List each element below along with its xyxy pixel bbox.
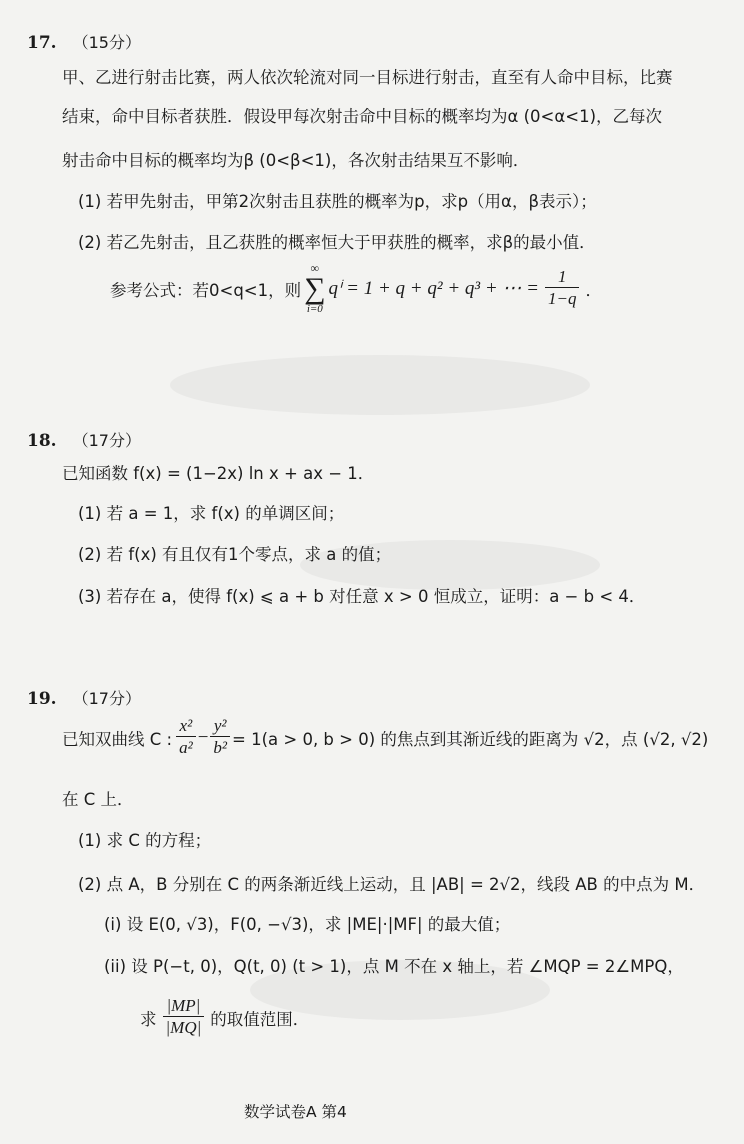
q18-part1: (1) 若 a = 1，求 f(x) 的单调区间； — [78, 504, 345, 523]
x-fraction-denominator: a² — [179, 738, 193, 757]
scan-smudge — [170, 355, 590, 415]
q19-ask-line — [140, 996, 309, 1039]
summation — [304, 262, 325, 315]
q18-part3: (3) 若存在 a，使得 f(x) ⩽ a + b 对任意 x > 0 恒成立，证明：a − b < 4． — [78, 587, 646, 606]
page-footer: 数学试卷A 第4 — [244, 1103, 347, 1121]
x-squared-fraction — [176, 716, 196, 759]
q17-part2: (2) 若乙先射击，且乙获胜的概率恒大于甲获胜的概率，求β的最小值． — [78, 233, 596, 252]
ratio-fraction — [163, 996, 205, 1039]
q18-part2: (2) 若 f(x) 有且仅有1个零点，求 a 的值； — [78, 545, 392, 564]
ask-prefix: 求 — [140, 1009, 157, 1029]
q19-part2-ii: (ii) 设 P(−t, 0)，Q(t, 0) (t > 1)，点 M 不在 x 轴上，若 ∠MQP = 2∠MPQ， — [104, 957, 684, 976]
q17-number: 17. — [27, 33, 57, 53]
formula-series: qⁱ = 1 + q + q² + q³ + ⋯ = — [328, 278, 539, 299]
q19-stem-prefix: 已知双曲线 C : — [62, 729, 173, 749]
q19-stem-line2: 在 C 上． — [62, 790, 134, 809]
q17-stem-line3: 射击命中目标的概率均为β (0<β<1)，各次射击结果互不影响． — [62, 151, 530, 170]
q19-number: 19. — [27, 689, 57, 709]
minus-sign: − — [197, 726, 209, 748]
q17-part1: (1) 若甲先射击，甲第2次射击且获胜的概率为p，求p（用α，β表示）； — [78, 192, 597, 211]
y-fraction-denominator: b² — [213, 738, 228, 757]
q19-part1: (1) 求 C 的方程； — [78, 831, 212, 850]
q17-header — [27, 30, 141, 53]
q19-stem-suffix: = 1(a > 0, b > 0) 的焦点到其渐近线的距离为 √2，点 (√2, √2) — [232, 729, 709, 749]
q17-points: （15分） — [72, 33, 141, 52]
formula-numerator: 1 — [545, 267, 579, 288]
q19-stem-line1 — [62, 716, 708, 759]
sum-upper-limit: ∞ — [310, 261, 320, 275]
x-fraction-numerator: x² — [176, 716, 196, 737]
q19-part2-i: (i) 设 E(0, √3)，F(0, −√3)，求 |ME|·|MF| 的最大值； — [104, 915, 511, 934]
q17-stem-line2: 结束，命中目标者获胜．假设甲每次射击命中目标的概率均为α (0<α<1)，乙每次 — [62, 107, 663, 126]
ask-suffix: 的取值范围． — [210, 1009, 310, 1029]
ratio-denominator: |MQ| — [165, 1018, 202, 1037]
q18-stem: 已知函数 f(x) = (1−2x) ln x + ax − 1． — [62, 464, 375, 483]
formula-prefix: 参考公式：若0<q<1，则 — [110, 280, 302, 300]
y-squared-fraction — [210, 716, 230, 759]
q19-points: （17分） — [72, 689, 141, 708]
q18-header — [27, 428, 141, 451]
q18-points: （17分） — [72, 431, 141, 450]
q17-reference-formula — [110, 262, 602, 315]
y-fraction-numerator: y² — [210, 716, 230, 737]
sum-lower-limit: i=0 — [306, 303, 323, 315]
formula-end: ． — [585, 280, 602, 300]
ratio-numerator: |MP| — [163, 996, 205, 1017]
q19-part2: (2) 点 A，B 分别在 C 的两条渐近线上运动，且 |AB| = 2√2，线段 AB 的中点为 M． — [78, 875, 706, 894]
formula-denominator: 1−q — [547, 289, 577, 308]
formula-fraction — [545, 267, 579, 310]
q18-number: 18. — [27, 431, 57, 451]
sigma-symbol: ∑ — [304, 272, 326, 305]
q19-header — [27, 686, 141, 709]
q17-stem-line1: 甲、乙进行射击比赛，两人依次轮流对同一目标进行射击，直至有人命中目标，比赛 — [62, 68, 673, 87]
